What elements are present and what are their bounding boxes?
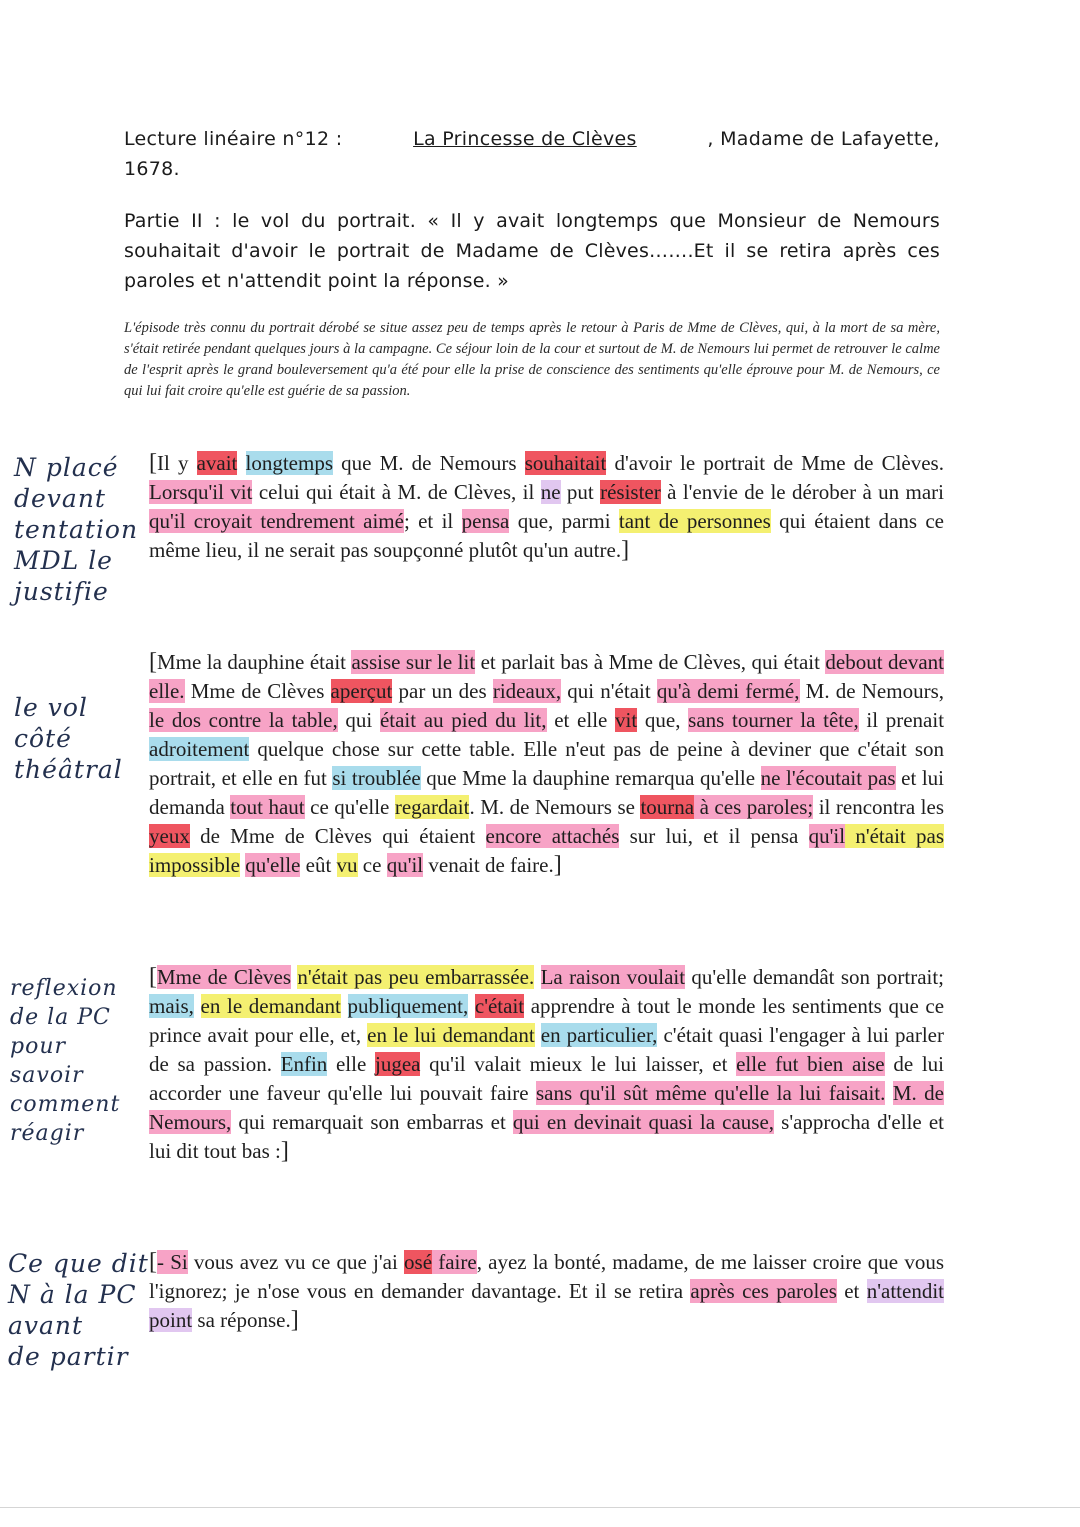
text-segment: ce qu'elle [304, 795, 395, 819]
highlighted-text: sans tourner la tête, [688, 708, 859, 732]
text-segment: M. de Nemours, [799, 679, 945, 703]
bracket-mark: ] [290, 1307, 299, 1333]
title-line [124, 124, 940, 154]
highlighted-text: résister [600, 480, 661, 504]
publication-year: 1678. [124, 158, 180, 180]
bracket-mark: ] [280, 1138, 289, 1164]
note-line: MDL le [14, 546, 113, 575]
text-segment [194, 994, 201, 1018]
bracket-mark: [ [149, 649, 157, 675]
note-line: N placé [14, 453, 119, 482]
note-line: comment [10, 1092, 121, 1117]
highlighted-text: à ces paroles; [694, 795, 814, 819]
document-header [124, 124, 940, 184]
note-line: savoir [10, 1063, 84, 1088]
bracket-mark: ] [621, 537, 630, 563]
text-segment: , ayez la bonté, madame, de me laisser croire que vous l'ignorez; je n'ose vous en demander davantage. Et il se retira [149, 1250, 944, 1303]
highlighted-text: après ces paroles [690, 1279, 837, 1303]
text-segment: qu'il valait mieux le lui laisser, et [420, 1052, 737, 1076]
text-segment: que Mme la dauphine remarqua qu'elle [420, 766, 761, 790]
text-segment: sur lui, et il pensa [619, 824, 809, 848]
text-segment: Mme la dauphine était [157, 650, 352, 674]
highlighted-text: vit [615, 708, 638, 732]
highlighted-text: tourna [640, 795, 695, 819]
highlighted-text: ne l'écoutait pas [760, 766, 896, 790]
highlighted-text: publiquement, [347, 994, 469, 1018]
text-segment: qui remarquait son embarras et [231, 1110, 513, 1134]
text-segment: de Mme de Clèves qui étaient [189, 824, 486, 848]
text-segment: s'approcha d'elle et lui dit tout bas : [149, 1110, 944, 1163]
text-segment: de lui accorder une faveur qu'elle lui pouvait faire [149, 1052, 944, 1105]
note-line: N à la PC [8, 1280, 137, 1309]
text-segment [341, 994, 348, 1018]
highlighted-text: - Si [157, 1250, 188, 1274]
note-line: tentation [14, 515, 139, 544]
text-segment: et parlait bas à Mme de Clèves, qui était [475, 650, 826, 674]
highlighted-text: faire [432, 1250, 477, 1274]
highlighted-text: M. de Nemours, [149, 1081, 945, 1134]
margin-note-1 [14, 452, 138, 607]
text-segment: Mme de Clèves [184, 679, 331, 703]
highlighted-text: pensa [461, 509, 510, 533]
highlighted-text: assise sur le lit [351, 650, 476, 674]
highlighted-text: elle fut bien aise [736, 1052, 885, 1076]
text-segment: qui étaient dans ce même lieu, il ne serait pas soupçonné plutôt qu'un autre. [149, 509, 944, 562]
text-segment: et elle [546, 708, 616, 732]
text-segment: il prenait [858, 708, 945, 732]
highlighted-text: qu'il [808, 824, 846, 848]
highlighted-text: mais, [149, 994, 194, 1018]
text-segment: par un des [392, 679, 493, 703]
text-segment: sa réponse. [192, 1308, 291, 1332]
text-segment [885, 1081, 892, 1105]
highlighted-text: Enfin [280, 1052, 328, 1076]
highlighted-text: Lorsqu'il vit [149, 480, 253, 504]
highlighted-text: en le demandant [200, 994, 341, 1018]
text-segment: put [560, 480, 601, 504]
text-segment: qui n'était [561, 679, 657, 703]
text-segment: c'était quasi l'engager à lui parler de sa passion. [149, 1023, 944, 1076]
highlighted-text: tout haut [230, 795, 305, 819]
text-segment: et [836, 1279, 867, 1303]
text-segment: que M. de Nemours [333, 451, 525, 475]
bracket-mark: ] [553, 852, 562, 878]
highlighted-text: en le lui demandant [367, 1023, 535, 1047]
highlighted-text: n'attendit point [149, 1279, 944, 1332]
note-line: Ce que dit [8, 1249, 149, 1278]
paragraph-4 [149, 1248, 944, 1335]
text-segment: ; et il [403, 509, 462, 533]
text-segment: qui [337, 708, 380, 732]
highlighted-text: adroitement [149, 737, 250, 761]
highlighted-text: était au pied du lit, [379, 708, 547, 732]
highlighted-text: encore attachés [485, 824, 620, 848]
note-line: de la PC [10, 1005, 111, 1030]
note-line: le vol [14, 693, 88, 722]
paragraph-3 [149, 963, 944, 1166]
author-name: , Madame de Lafayette, [707, 128, 940, 150]
bracket-mark: [ [149, 450, 157, 476]
note-line: réagir [10, 1121, 85, 1146]
work-title: La Princesse de Clèves [413, 128, 637, 150]
highlighted-text: sans qu'il sût même qu'elle la lui faisait. [535, 1081, 886, 1105]
note-line: reflexion [10, 976, 118, 1001]
text-segment: d'avoir le portrait de Mme de Clèves. [606, 451, 944, 475]
bracket-mark: [ [149, 964, 157, 990]
highlighted-text: le dos contre la table, [149, 708, 338, 732]
highlighted-text: qui en devinait quasi la cause, [512, 1110, 775, 1134]
intro-paragraph: L'épisode très connu du portrait dérobé se situe assez peu de temps après le retour à Paris de Mme de Clèves, qui, à la mort de sa mère, s'était retirée pendant quelques jours à la campagne. Ce séjour loin de la cour et surtout de M. de Nemours lui permet de retrouver le calme de l'esprit après le grand bouleversement qu'a été pour elle la prise de conscience des sentiments qu'elle éprouve pour M. de Nemours, ce qui lui fait croire qu'elle est guérie de sa passion. [124, 320, 940, 399]
highlighted-text: yeux [149, 824, 190, 848]
highlighted-text: ne [540, 480, 561, 504]
highlighted-text: jugea [374, 1052, 421, 1076]
text-segment: que, parmi [509, 509, 619, 533]
highlighted-text: rideaux, [492, 679, 562, 703]
text-segment: elle [327, 1052, 375, 1076]
highlighted-text: n'était pas impossible [149, 824, 944, 877]
text-segment: qu'elle demandât son portrait; [685, 965, 945, 989]
note-line: de partir [8, 1342, 129, 1371]
text-segment: ce [357, 853, 387, 877]
highlighted-text: c'était [474, 994, 525, 1018]
note-line: devant [14, 484, 106, 513]
highlighted-text: qu'elle [245, 853, 301, 877]
text-segment [534, 965, 540, 989]
text-segment: eût [300, 853, 337, 877]
text-segment: et lui demanda [149, 766, 944, 819]
note-line: théâtral [14, 755, 123, 784]
text-segment: . M. de Nemours se [469, 795, 641, 819]
text-segment: quelque chose sur cette table. Elle n'eut pas de peine à deviner que c'était son portrait, et elle en fut [149, 737, 944, 790]
highlighted-text: La raison voulait [540, 965, 686, 989]
highlighted-text: qu'il croyait tendrement aimé [149, 509, 404, 533]
highlighted-text: qu'il [386, 853, 424, 877]
paragraph-1 [149, 449, 944, 565]
highlighted-text: en particulier, [540, 1023, 658, 1047]
highlighted-text: tant de personnes [618, 509, 771, 533]
text-segment: celui qui était à M. de Clèves, il [252, 480, 541, 504]
text-segment: à l'envie de le dérober à un mari [660, 480, 945, 504]
note-line: justifie [14, 577, 109, 606]
text-segment [237, 451, 245, 475]
bracket-mark: [ [149, 1249, 157, 1275]
text-segment: que, [637, 708, 689, 732]
text-segment: vous avez vu ce que j'ai [187, 1250, 405, 1274]
highlighted-text: souhaitait [524, 451, 607, 475]
note-line: pour [10, 1034, 67, 1059]
lecture-label: Lecture linéaire n°12 : [124, 128, 343, 150]
highlighted-text: regardait [394, 795, 470, 819]
highlighted-text: Mme de Clèves [157, 965, 292, 989]
text-segment: apprendre à tout le monde les sentiments que ce prince avait pour elle, et, [149, 994, 945, 1047]
margin-note-3 [10, 974, 120, 1148]
highlighted-text: longtemps [245, 451, 334, 475]
highlighted-text: debout devant elle. [149, 650, 944, 703]
highlighted-text: osé [404, 1250, 433, 1274]
paragraph-2 [149, 648, 944, 880]
note-line: avant [8, 1311, 84, 1340]
highlighted-text: n'était pas peu embarrassée. [297, 965, 535, 989]
text-segment: il rencontra les [813, 795, 944, 819]
highlighted-text: qu'à demi fermé, [656, 679, 800, 703]
highlighted-text: avait [196, 451, 238, 475]
highlighted-text: aperçut [330, 679, 393, 703]
text-segment [535, 1023, 541, 1047]
margin-note-2 [14, 692, 123, 785]
text-segment [468, 994, 475, 1018]
page-edge-line [0, 1507, 1080, 1508]
text-segment: Il y [157, 451, 197, 475]
margin-note-4 [8, 1248, 149, 1372]
text-segment: venait de faire. [423, 853, 554, 877]
highlighted-text: si troublée [332, 766, 421, 790]
note-line: côté [14, 724, 72, 753]
partie-heading: Partie II : le vol du portrait. « Il y avait longtemps que Monsieur de Nemours souhaitait d'avoir le portrait de Madame de Clèves…….Et il se retira après ces paroles et n'attendit point la réponse. » [124, 210, 940, 292]
highlighted-text: vu [336, 853, 358, 877]
